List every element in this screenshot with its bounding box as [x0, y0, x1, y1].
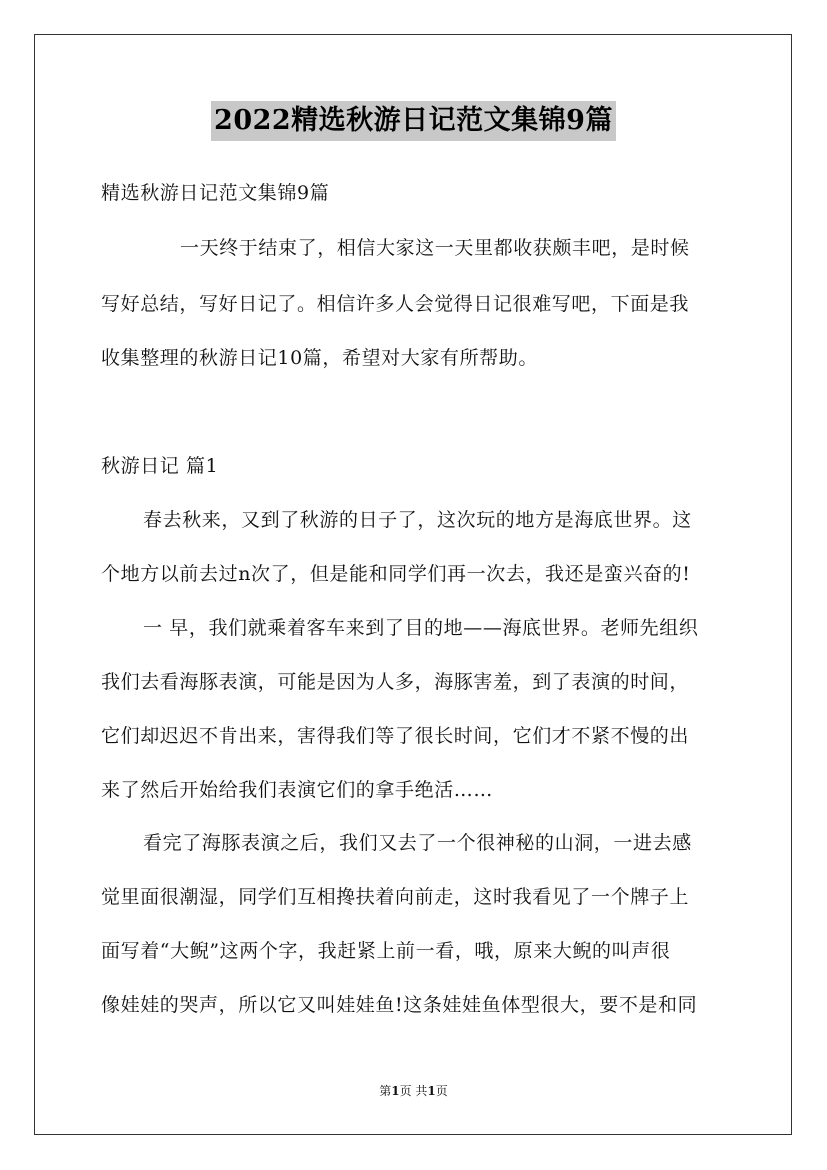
body-line: 个地方以前去过n次了，但是能和同学们再一次去，我还是蛮兴奋的! [101, 563, 691, 585]
page-number-footer [0, 1083, 827, 1099]
intro-line: 一天终于结束了，相信大家这一天里都收获颇丰吧，是时候 [180, 237, 690, 259]
intro-line: 写好总结，写好日记了。相信许多人会觉得日记很难写吧，下面是我 [101, 293, 690, 315]
body-line: 春去秋来，又到了秋游的日子了，这次玩的地方是海底世界。这 [143, 509, 692, 531]
body-line: 像娃娃的哭声，所以它又叫娃娃鱼!这条娃娃鱼体型很大，要不是和同 [101, 994, 698, 1016]
body-line: 看完了海豚表演之后，我们又去了一个很神秘的山洞，一进去感 [143, 832, 692, 854]
footer-mid: 页 共 [399, 1084, 428, 1098]
footer-suffix: 页 [435, 1084, 448, 1098]
body-line: 一 早，我们就乘着客车来到了目的地——海底世界。老师先组织 [143, 617, 699, 639]
document-title: 2022精选秋游日记范文集锦9篇 [211, 101, 616, 141]
body-line: 面写着“大鲵”这两个字，我赶紧上前一看，哦，原来大鲵的叫声很 [101, 940, 671, 962]
document-title-wrapper [0, 101, 827, 141]
footer-prefix: 第 [379, 1084, 392, 1098]
document-subtitle: 精选秋游日记范文集锦9篇 [101, 182, 330, 204]
body-line: 我们去看海豚表演，可能是因为人多，海豚害羞，到了表演的时间， [101, 671, 690, 693]
intro-line: 收集整理的秋游日记10篇，希望对大家有所帮助。 [101, 347, 538, 369]
section-heading: 秋游日记 篇1 [101, 455, 219, 477]
footer-current-page: 1 [391, 1084, 400, 1098]
footer-total-pages: 1 [427, 1084, 436, 1098]
body-line: 觉里面很潮湿，同学们互相搀扶着向前走，这时我看见了一个牌子上 [101, 886, 690, 908]
body-line: 来了然后开始给我们表演它们的拿手绝活…… [101, 779, 494, 801]
body-line: 它们却迟迟不肯出来，害得我们等了很长时间，它们才不紧不慢的出 [101, 725, 690, 747]
